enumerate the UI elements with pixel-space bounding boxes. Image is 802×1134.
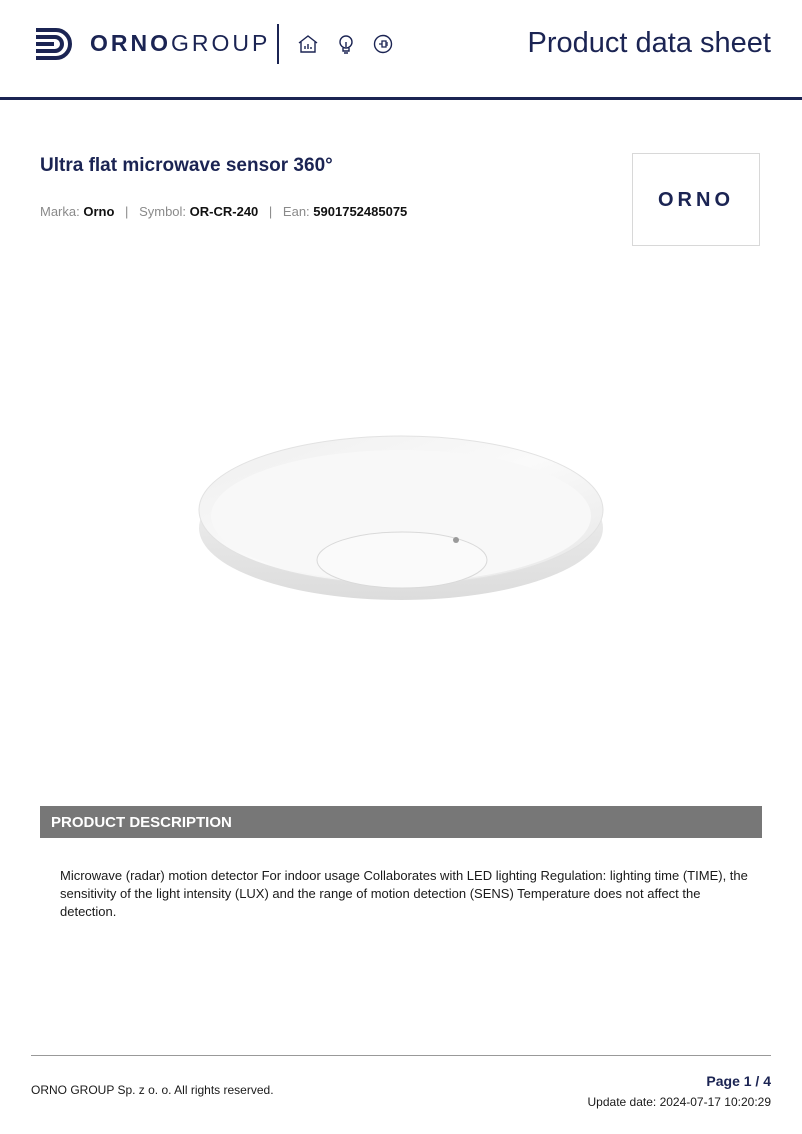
update-date: Update date: 2024-07-17 10:20:29	[587, 1095, 771, 1109]
header-divider	[277, 24, 279, 64]
ean-label: Ean:	[282, 204, 310, 219]
section-title: PRODUCT DESCRIPTION	[51, 814, 232, 831]
brand-value: Orno	[83, 204, 115, 219]
orno-logo-mark-icon	[34, 24, 76, 64]
brand-logo: ORNO	[658, 189, 734, 211]
copyright-text: ORNO GROUP Sp. z o. o. All rights reserved.	[31, 1083, 274, 1097]
product-title: Ultra flat microwave sensor 360°	[40, 155, 333, 176]
page-number: Page 1 / 4	[706, 1073, 771, 1089]
page-header	[0, 0, 802, 100]
company-logo-text: ORNOGROUP	[90, 30, 271, 56]
symbol-label: Symbol:	[139, 204, 187, 219]
brand-logo-box	[632, 153, 760, 246]
symbol-value: OR-CR-240	[189, 204, 259, 219]
product-image	[150, 270, 650, 780]
section-header	[40, 806, 762, 838]
footer-rule	[31, 1055, 771, 1056]
plug-icon	[372, 33, 394, 55]
smart-home-icon	[297, 33, 319, 55]
product-description: Microwave (radar) motion detector For indoor usage Collaborates with LED lighting Regulation: lighting time (TIME), the sensitivity of the light intensity (LUX) and the range of motion detection (SENS) Temperature does not affect the detection.	[60, 868, 748, 919]
light-bulb-icon	[335, 33, 357, 55]
ean-value: 5901752485075	[313, 204, 408, 219]
product-meta	[40, 204, 407, 219]
meta-separator: |	[125, 204, 129, 219]
meta-separator: |	[268, 204, 273, 219]
header-rule	[0, 97, 802, 100]
page-title: Product data sheet	[527, 27, 771, 59]
brand-label: Marka:	[40, 204, 80, 219]
